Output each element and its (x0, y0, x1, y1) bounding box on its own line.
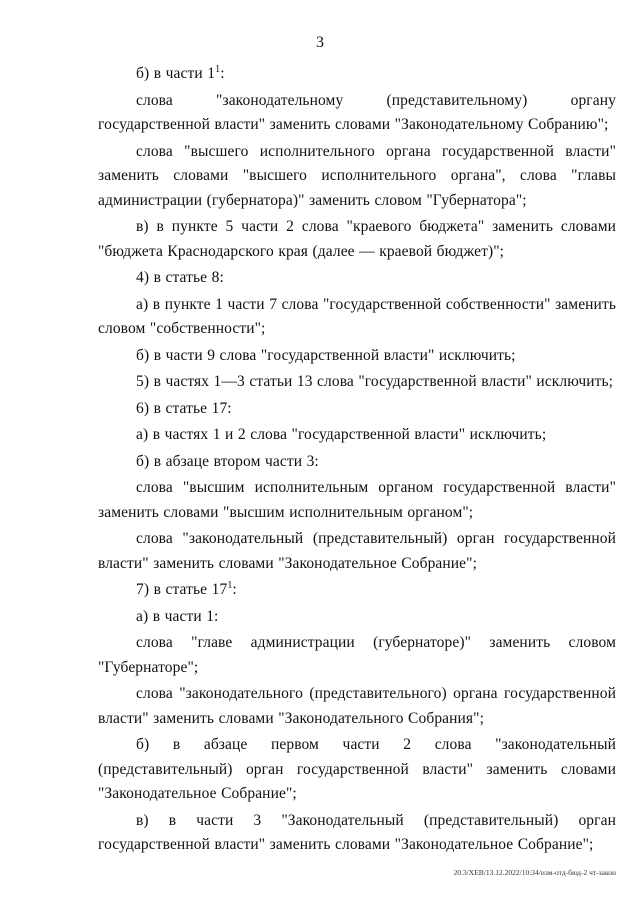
superscript: 1 (215, 63, 221, 75)
paragraph: 4) в статье 8: (136, 269, 224, 286)
superscript: 1 (227, 579, 233, 591)
paragraph: слова "высшим исполнительным органом государственной власти" заменить словами "высшим исполнительным органом"; (98, 479, 616, 521)
document-footer: 20.3/ХЕВ/13.12.2022/10:34/изм-отд-бюд-2 чт-закон (453, 868, 616, 877)
paragraph: в) в части 3 "Законодательный (представительный) орган государственной власти" заменить словами "Законодательное Собрание"; (98, 811, 616, 853)
paragraph: 6) в статье 17: (136, 399, 232, 417)
paragraph: слова "законодательному (представительному) органу государственной власти" заменить словами "Законодательному Собранию"; (98, 91, 616, 133)
paragraph: а) в частях 1 и 2 слова "государственной власти" исключить; (136, 426, 547, 443)
paragraph: слова "законодательный (представительный) орган государственной власти" заменить словами "Законодательное Собрание"; (98, 530, 616, 572)
paragraph: слова "главе администрации (губернаторе)" заменить словом "Губернаторе"; (98, 634, 616, 676)
paragraph: а) в части 1: (136, 607, 219, 625)
paragraph: б) в части $1^1$: (136, 63, 225, 82)
paragraph: 7) в статье $17^1$: (136, 579, 237, 598)
document-body (98, 62, 616, 858)
paragraph: 5) в частях 1—3 статьи 13 слова "государственной власти" исключить; (136, 373, 614, 390)
paragraph: б) в абзаце втором части 3: (136, 452, 319, 470)
paragraph: а) в пункте 1 части 7 слова "государственной собственности" заменить словом "собственности"; (98, 295, 616, 337)
paragraph: слова "законодательного (представительного) органа государственной власти" заменить словами "Законодательного Собрания"; (98, 685, 616, 727)
paragraph: слова "высшего исполнительного органа государственной власти" заменить словами "высшего исполнительного органа", слова "главы администрации (губернатора)" заменить словом "Губернатора"; (98, 142, 616, 209)
paragraph: в) в пункте 5 части 2 слова "краевого бюджета" заменить словами "бюджета Краснодарского края (далее — краевой бюджет)"; (98, 218, 616, 260)
paragraph: б) в абзаце первом части 2 слова "законодательный (представительный) орган государственной власти" заменить словами "Законодательное Собрание"; (98, 736, 616, 802)
paragraph: б) в части 9 слова "государственной власти" исключить; (136, 346, 516, 364)
page-number: 3 (316, 34, 324, 51)
